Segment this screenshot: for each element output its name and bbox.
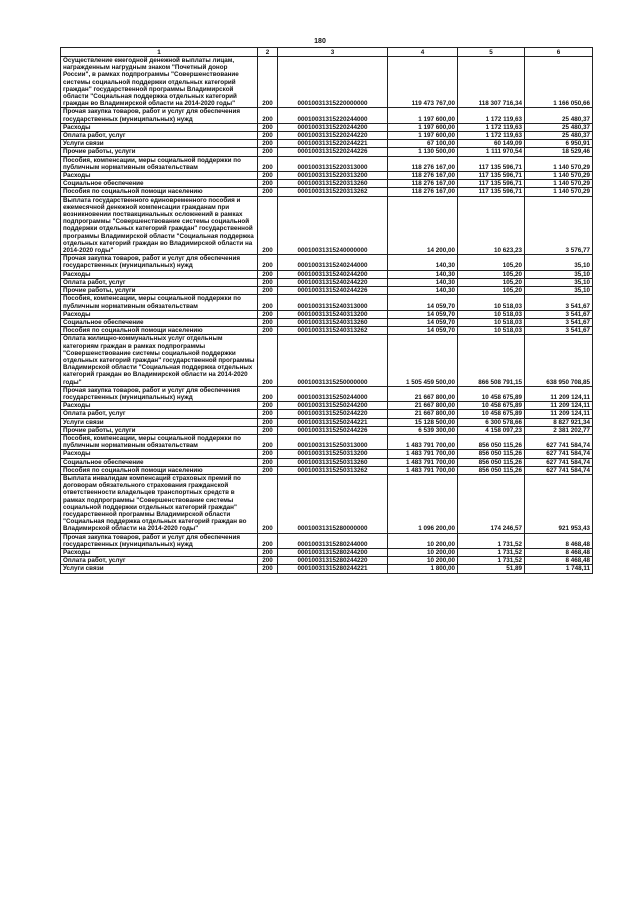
budget-code-cell: 00010031315250244221: [278, 418, 388, 426]
budget-code-cell: 00010031315240313260: [278, 318, 388, 326]
budget-code-cell: 00010031315240313262: [278, 327, 388, 335]
row-name-cell: Расходы: [61, 450, 258, 458]
line-code-cell: 200: [258, 310, 278, 318]
unexecuted-amount-cell: 25 480,37: [525, 132, 593, 140]
approved-amount-cell: 21 667 800,00: [388, 386, 458, 401]
unexecuted-amount-cell: 638 950 708,85: [525, 335, 593, 386]
unexecuted-amount-cell: 35,10: [525, 270, 593, 278]
executed-amount-cell: 856 050 115,26: [458, 466, 525, 474]
budget-code-cell: 00010031315220313000: [278, 156, 388, 171]
unexecuted-amount-cell: 3 541,67: [525, 295, 593, 310]
executed-amount-cell: 1 172 119,63: [458, 123, 525, 131]
line-code-cell: 200: [258, 57, 278, 108]
table-row: [61, 132, 593, 140]
table-row: [61, 287, 593, 295]
approved-amount-cell: 10 200,00: [388, 533, 458, 548]
table-row: [61, 466, 593, 474]
executed-amount-cell: 105,20: [458, 270, 525, 278]
table-row: [61, 196, 593, 255]
executed-amount-cell: 174 246,57: [458, 474, 525, 533]
column-header: 3: [278, 48, 388, 57]
unexecuted-amount-cell: 35,10: [525, 278, 593, 286]
table-row: [61, 318, 593, 326]
line-code-cell: 200: [258, 474, 278, 533]
budget-code-cell: 00010031315240000000: [278, 196, 388, 255]
table-row: [61, 278, 593, 286]
line-code-cell: 200: [258, 549, 278, 557]
approved-amount-cell: 1 800,00: [388, 565, 458, 573]
unexecuted-amount-cell: 8 468,48: [525, 533, 593, 548]
table-row: [61, 565, 593, 573]
budget-code-cell: 00010031315220244200: [278, 123, 388, 131]
executed-amount-cell: 10 458 675,89: [458, 410, 525, 418]
line-code-cell: 200: [258, 565, 278, 573]
executed-amount-cell: 1 731,52: [458, 549, 525, 557]
approved-amount-cell: 1 483 791 700,00: [388, 458, 458, 466]
table-row: [61, 172, 593, 180]
budget-code-cell: 00010031315280244220: [278, 557, 388, 565]
row-name-cell: Пособия, компенсации, меры социальной поддержки по публичным нормативным обязательствам: [61, 295, 258, 310]
line-code-cell: 200: [258, 188, 278, 196]
line-code-cell: 200: [258, 123, 278, 131]
table-row: [61, 533, 593, 548]
executed-amount-cell: 1 731,52: [458, 557, 525, 565]
line-code-cell: 200: [258, 402, 278, 410]
line-code-cell: 200: [258, 270, 278, 278]
unexecuted-amount-cell: 3 541,67: [525, 310, 593, 318]
budget-code-cell: 00010031315220313262: [278, 188, 388, 196]
table-row: [61, 450, 593, 458]
approved-amount-cell: 10 200,00: [388, 549, 458, 557]
row-name-cell: Расходы: [61, 172, 258, 180]
row-name-cell: Социальное обеспечение: [61, 180, 258, 188]
approved-amount-cell: 118 276 167,00: [388, 156, 458, 171]
line-code-cell: 200: [258, 466, 278, 474]
row-name-cell: Оплата жилищно-коммунальных услуг отдельным категориям граждан в рамках подпрограммы "Совершенствование системы социальной поддержки отдельных категорий граждан" государственной программы Владимирской области "Социальная поддержка отдельных категорий граждан во Владимирской области на 2014-2020 годы": [61, 335, 258, 386]
table-row: [61, 410, 593, 418]
table-row: [61, 180, 593, 188]
unexecuted-amount-cell: 1 140 570,29: [525, 188, 593, 196]
row-name-cell: Выплата инвалидам компенсаций страховых премий по договорам обязательного страхования гражданской ответственности владельцев транспортных средств в рамках подпрограммы "Совершенствование системы социальной поддержки отдельных категорий граждан" государственной программы Владимирской области "Социальная поддержка отдельных категорий граждан во Владимирской области на 2014-2020 годы": [61, 474, 258, 533]
executed-amount-cell: 51,89: [458, 565, 525, 573]
row-name-cell: Социальное обеспечение: [61, 458, 258, 466]
unexecuted-amount-cell: 2 381 202,77: [525, 426, 593, 434]
budget-code-cell: 00010031315220244221: [278, 140, 388, 148]
line-code-cell: 200: [258, 327, 278, 335]
executed-amount-cell: 10 458 675,89: [458, 386, 525, 401]
unexecuted-amount-cell: 921 953,43: [525, 474, 593, 533]
table-row: [61, 188, 593, 196]
executed-amount-cell: 117 135 596,71: [458, 188, 525, 196]
unexecuted-amount-cell: 3 541,67: [525, 327, 593, 335]
approved-amount-cell: 21 667 800,00: [388, 410, 458, 418]
approved-amount-cell: 14 059,70: [388, 310, 458, 318]
row-name-cell: Прочие работы, услуги: [61, 148, 258, 156]
line-code-cell: 200: [258, 410, 278, 418]
approved-amount-cell: 118 276 167,00: [388, 188, 458, 196]
budget-code-cell: 00010031315220244220: [278, 132, 388, 140]
row-name-cell: Услуги связи: [61, 140, 258, 148]
approved-amount-cell: 15 128 500,00: [388, 418, 458, 426]
row-name-cell: Оплата работ, услуг: [61, 410, 258, 418]
line-code-cell: 200: [258, 172, 278, 180]
budget-code-cell: 00010031315280244221: [278, 565, 388, 573]
approved-amount-cell: 21 667 800,00: [388, 402, 458, 410]
unexecuted-amount-cell: 11 209 124,11: [525, 386, 593, 401]
table-row: [61, 310, 593, 318]
approved-amount-cell: 1 505 459 500,00: [388, 335, 458, 386]
executed-amount-cell: 4 158 097,23: [458, 426, 525, 434]
approved-amount-cell: 6 539 300,00: [388, 426, 458, 434]
row-name-cell: Оплата работ, услуг: [61, 557, 258, 565]
executed-amount-cell: 866 508 791,15: [458, 335, 525, 386]
row-name-cell: Оплата работ, услуг: [61, 132, 258, 140]
unexecuted-amount-cell: 627 741 584,74: [525, 466, 593, 474]
approved-amount-cell: 14 059,70: [388, 295, 458, 310]
line-code-cell: 200: [258, 426, 278, 434]
executed-amount-cell: 10 623,23: [458, 196, 525, 255]
unexecuted-amount-cell: 1 140 570,29: [525, 156, 593, 171]
executed-amount-cell: 117 135 596,71: [458, 180, 525, 188]
line-code-cell: 200: [258, 156, 278, 171]
row-name-cell: Осуществление ежегодной денежной выплаты лицам, награжденным нагрудным знаком "Почетный донор России", в рамках подпрограммы "Совершенствование системы социальной поддержки отдельных категорий граждан" государственной программы Владимирской области "Социальная поддержка отдельных категорий граждан во Владимирской области на 2014-2020 годы": [61, 57, 258, 108]
executed-amount-cell: 1 111 970,54: [458, 148, 525, 156]
unexecuted-amount-cell: 627 741 584,74: [525, 450, 593, 458]
budget-code-cell: 00010031315280244200: [278, 549, 388, 557]
executed-amount-cell: 10 518,03: [458, 327, 525, 335]
budget-code-cell: 00010031315240244220: [278, 278, 388, 286]
unexecuted-amount-cell: 8 468,48: [525, 557, 593, 565]
approved-amount-cell: 1 197 600,00: [388, 132, 458, 140]
table-row: [61, 434, 593, 449]
executed-amount-cell: 105,20: [458, 278, 525, 286]
table-row: [61, 270, 593, 278]
executed-amount-cell: 117 135 596,71: [458, 172, 525, 180]
budget-code-cell: 00010031315250000000: [278, 335, 388, 386]
budget-code-cell: 00010031315280000000: [278, 474, 388, 533]
budget-code-cell: 00010031315280244000: [278, 533, 388, 548]
executed-amount-cell: 60 149,09: [458, 140, 525, 148]
table-row: [61, 474, 593, 533]
approved-amount-cell: 1 197 600,00: [388, 108, 458, 123]
line-code-cell: 200: [258, 108, 278, 123]
budget-code-cell: 00010031315250313000: [278, 434, 388, 449]
budget-code-cell: 00010031315220244226: [278, 148, 388, 156]
table-row: [61, 327, 593, 335]
line-code-cell: 200: [258, 386, 278, 401]
executed-amount-cell: 856 050 115,26: [458, 434, 525, 449]
row-name-cell: Пособия по социальной помощи населению: [61, 466, 258, 474]
table-row: [61, 386, 593, 401]
budget-code-cell: 00010031315250244220: [278, 410, 388, 418]
row-name-cell: Расходы: [61, 123, 258, 131]
line-code-cell: 200: [258, 533, 278, 548]
approved-amount-cell: 14 200,00: [388, 196, 458, 255]
budget-code-cell: 00010031315220244000: [278, 108, 388, 123]
approved-amount-cell: 140,30: [388, 287, 458, 295]
column-header: 4: [388, 48, 458, 57]
unexecuted-amount-cell: 1 748,11: [525, 565, 593, 573]
budget-code-cell: 00010031315220000000: [278, 57, 388, 108]
executed-amount-cell: 1 172 119,63: [458, 108, 525, 123]
budget-code-cell: 00010031315240313200: [278, 310, 388, 318]
budget-code-cell: 00010031315250244226: [278, 426, 388, 434]
table-row: [61, 123, 593, 131]
row-name-cell: Прочие работы, услуги: [61, 426, 258, 434]
budget-code-cell: 00010031315240244000: [278, 255, 388, 270]
executed-amount-cell: 1 731,52: [458, 533, 525, 548]
approved-amount-cell: 14 059,70: [388, 318, 458, 326]
table-row: [61, 402, 593, 410]
table-row: [61, 156, 593, 171]
line-code-cell: 200: [258, 278, 278, 286]
executed-amount-cell: 6 300 578,66: [458, 418, 525, 426]
approved-amount-cell: 1 483 791 700,00: [388, 434, 458, 449]
row-name-cell: Выплата государственного единовременного пособия и ежемесячной денежной компенсации гражданам при возникновении поствакцинальных осложнений в рамках подпрограммы "Совершенствование системы социальной поддержки отдельных категорий граждан" государственной программы Владимирской области "Социальная поддержка отдельных категорий граждан во Владимирской области на 2014-2020 годы": [61, 196, 258, 255]
executed-amount-cell: 105,20: [458, 287, 525, 295]
unexecuted-amount-cell: 627 741 584,74: [525, 434, 593, 449]
approved-amount-cell: 1 483 791 700,00: [388, 450, 458, 458]
unexecuted-amount-cell: 8 468,48: [525, 549, 593, 557]
table-row: [61, 418, 593, 426]
table-row: [61, 140, 593, 148]
unexecuted-amount-cell: 25 480,37: [525, 108, 593, 123]
executed-amount-cell: 117 135 596,71: [458, 156, 525, 171]
executed-amount-cell: 118 307 716,34: [458, 57, 525, 108]
budget-execution-table: [60, 47, 593, 574]
unexecuted-amount-cell: 627 741 584,74: [525, 458, 593, 466]
line-code-cell: 200: [258, 255, 278, 270]
table-row: [61, 426, 593, 434]
table-row: [61, 557, 593, 565]
row-name-cell: Оплата работ, услуг: [61, 278, 258, 286]
column-header: 2: [258, 48, 278, 57]
approved-amount-cell: 1 483 791 700,00: [388, 466, 458, 474]
line-code-cell: 200: [258, 434, 278, 449]
column-number-header: [61, 48, 593, 57]
unexecuted-amount-cell: 1 140 570,29: [525, 172, 593, 180]
row-name-cell: Прочая закупка товаров, работ и услуг для обеспечения государственных (муниципальных) нужд: [61, 255, 258, 270]
row-name-cell: Прочие работы, услуги: [61, 287, 258, 295]
line-code-cell: 200: [258, 458, 278, 466]
table-row: [61, 458, 593, 466]
unexecuted-amount-cell: 25 480,37: [525, 123, 593, 131]
approved-amount-cell: 140,30: [388, 278, 458, 286]
table-row: [61, 335, 593, 386]
executed-amount-cell: 105,20: [458, 255, 525, 270]
approved-amount-cell: 14 059,70: [388, 327, 458, 335]
unexecuted-amount-cell: 3 541,67: [525, 318, 593, 326]
unexecuted-amount-cell: 1 166 050,66: [525, 57, 593, 108]
table-row: [61, 295, 593, 310]
row-name-cell: Расходы: [61, 270, 258, 278]
approved-amount-cell: 67 100,00: [388, 140, 458, 148]
page-number: 180: [314, 38, 326, 45]
unexecuted-amount-cell: 11 209 124,11: [525, 410, 593, 418]
executed-amount-cell: 856 050 115,26: [458, 450, 525, 458]
row-name-cell: Расходы: [61, 310, 258, 318]
budget-code-cell: 00010031315250313260: [278, 458, 388, 466]
line-code-cell: 200: [258, 318, 278, 326]
budget-code-cell: 00010031315250244200: [278, 402, 388, 410]
row-name-cell: Пособия по социальной помощи населению: [61, 327, 258, 335]
budget-code-cell: 00010031315250313262: [278, 466, 388, 474]
line-code-cell: 200: [258, 180, 278, 188]
row-name-cell: Прочая закупка товаров, работ и услуг для обеспечения государственных (муниципальных) нужд: [61, 533, 258, 548]
executed-amount-cell: 10 518,03: [458, 295, 525, 310]
unexecuted-amount-cell: 11 209 124,11: [525, 402, 593, 410]
column-header: 6: [525, 48, 593, 57]
line-code-cell: 200: [258, 450, 278, 458]
unexecuted-amount-cell: 35,10: [525, 287, 593, 295]
line-code-cell: 200: [258, 418, 278, 426]
line-code-cell: 200: [258, 287, 278, 295]
column-header: 1: [61, 48, 258, 57]
row-name-cell: Услуги связи: [61, 565, 258, 573]
row-name-cell: Расходы: [61, 402, 258, 410]
row-name-cell: Прочая закупка товаров, работ и услуг для обеспечения государственных (муниципальных) нужд: [61, 386, 258, 401]
executed-amount-cell: 856 050 115,26: [458, 458, 525, 466]
table-row: [61, 108, 593, 123]
approved-amount-cell: 10 200,00: [388, 557, 458, 565]
budget-code-cell: 00010031315220313200: [278, 172, 388, 180]
line-code-cell: 200: [258, 132, 278, 140]
table-row: [61, 549, 593, 557]
line-code-cell: 200: [258, 148, 278, 156]
executed-amount-cell: 1 172 119,63: [458, 132, 525, 140]
budget-code-cell: 00010031315240244226: [278, 287, 388, 295]
approved-amount-cell: 1 096 200,00: [388, 474, 458, 533]
executed-amount-cell: 10 518,03: [458, 318, 525, 326]
executed-amount-cell: 10 458 675,89: [458, 402, 525, 410]
unexecuted-amount-cell: 8 827 921,34: [525, 418, 593, 426]
row-name-cell: Пособия по социальной помощи населению: [61, 188, 258, 196]
table-row: [61, 57, 593, 108]
row-name-cell: Прочая закупка товаров, работ и услуг для обеспечения государственных (муниципальных) нужд: [61, 108, 258, 123]
table-body: [61, 48, 593, 574]
row-name-cell: Расходы: [61, 549, 258, 557]
budget-code-cell: 00010031315250313200: [278, 450, 388, 458]
budget-code-cell: 00010031315220313260: [278, 180, 388, 188]
line-code-cell: 200: [258, 196, 278, 255]
row-name-cell: Пособия, компенсации, меры социальной поддержки по публичным нормативным обязательствам: [61, 434, 258, 449]
table-row: [61, 148, 593, 156]
row-name-cell: Услуги связи: [61, 418, 258, 426]
approved-amount-cell: 118 276 167,00: [388, 172, 458, 180]
unexecuted-amount-cell: 35,10: [525, 255, 593, 270]
table-row: [61, 255, 593, 270]
row-name-cell: Пособия, компенсации, меры социальной поддержки по публичным нормативным обязательствам: [61, 156, 258, 171]
budget-code-cell: 00010031315240313000: [278, 295, 388, 310]
column-header: 5: [458, 48, 525, 57]
approved-amount-cell: 119 473 767,00: [388, 57, 458, 108]
unexecuted-amount-cell: 6 950,91: [525, 140, 593, 148]
line-code-cell: 200: [258, 295, 278, 310]
unexecuted-amount-cell: 1 140 570,29: [525, 180, 593, 188]
budget-code-cell: 00010031315250244000: [278, 386, 388, 401]
budget-code-cell: 00010031315240244200: [278, 270, 388, 278]
approved-amount-cell: 1 130 500,00: [388, 148, 458, 156]
approved-amount-cell: 140,30: [388, 255, 458, 270]
approved-amount-cell: 118 276 167,00: [388, 180, 458, 188]
approved-amount-cell: 140,30: [388, 270, 458, 278]
row-name-cell: Социальное обеспечение: [61, 318, 258, 326]
line-code-cell: 200: [258, 335, 278, 386]
executed-amount-cell: 10 518,03: [458, 310, 525, 318]
line-code-cell: 200: [258, 140, 278, 148]
approved-amount-cell: 1 197 600,00: [388, 123, 458, 131]
line-code-cell: 200: [258, 557, 278, 565]
unexecuted-amount-cell: 18 529,46: [525, 148, 593, 156]
unexecuted-amount-cell: 3 576,77: [525, 196, 593, 255]
